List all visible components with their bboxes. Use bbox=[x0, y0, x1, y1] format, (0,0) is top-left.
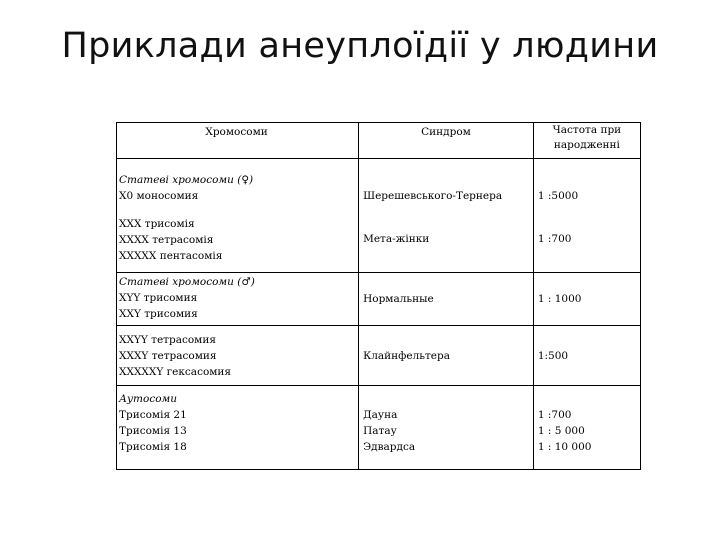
frequency-entry: 1:500 bbox=[537, 349, 569, 362]
table-header-row bbox=[117, 123, 641, 159]
frequency-cell bbox=[533, 159, 640, 207]
chromosome-entry: Трисомія 13 bbox=[119, 425, 187, 437]
chromosomes-cell bbox=[117, 159, 359, 207]
frequency-entry: 1 : 5 000 bbox=[537, 425, 585, 437]
chromosomes-cell bbox=[117, 273, 359, 326]
category-label: Статеві хромосоми (♂) bbox=[119, 276, 255, 288]
chromosome-entry: XXXXXY гексасомия bbox=[119, 365, 232, 378]
category-label: Статеві хромосоми (♀) bbox=[119, 173, 254, 186]
aneuploidy-table bbox=[116, 122, 641, 470]
chromosomes-cell bbox=[117, 326, 359, 386]
header-frequency: Частота при народженні bbox=[533, 123, 640, 159]
table-row bbox=[117, 273, 641, 326]
chromosome-entry: XXXX тетрасомія bbox=[119, 234, 214, 246]
chromosome-entry: X0 моносомия bbox=[119, 189, 199, 202]
chromosome-entry: XYY трисомия bbox=[119, 292, 198, 304]
syndrome-cell bbox=[359, 159, 534, 207]
chromosome-entry: XXY трисомия bbox=[119, 308, 198, 320]
frequency-cell bbox=[533, 273, 640, 326]
syndrome-cell bbox=[359, 386, 534, 470]
frequency-entry: 1 : 1000 bbox=[537, 293, 582, 305]
chromosomes-cell bbox=[117, 386, 359, 470]
syndrome-entry: Мета-жінки bbox=[363, 233, 430, 246]
frequency-entry: 1 :700 bbox=[537, 409, 572, 421]
chromosome-entry: XXXXX пентасомія bbox=[119, 250, 223, 262]
chromosome-entry: Трисомія 18 bbox=[119, 441, 187, 453]
syndrome-cell bbox=[359, 326, 534, 386]
category-label: Аутосоми bbox=[119, 393, 177, 405]
chromosome-entry: XXXY тетрасомия bbox=[119, 349, 217, 362]
chromosome-entry: Трисомія 21 bbox=[119, 409, 187, 421]
table-row bbox=[117, 326, 641, 386]
frequency-entry: 1 :5000 bbox=[537, 189, 579, 202]
syndrome-entry: Патау bbox=[363, 425, 397, 437]
frequency-cell bbox=[533, 386, 640, 470]
syndrome-entry: Эдвардса bbox=[363, 441, 416, 453]
frequency-cell bbox=[533, 326, 640, 386]
syndrome-entry: Дауна bbox=[363, 409, 398, 421]
syndrome-entry: Шерешевського-Тернера bbox=[363, 189, 503, 202]
slide-title: Приклади анеуплоїдії у людини bbox=[61, 26, 659, 66]
frequency-entry: 1 :700 bbox=[537, 233, 572, 246]
syndrome-entry: Клайнфельтера bbox=[363, 349, 450, 362]
chromosome-entry: XXYY тетрасомия bbox=[119, 333, 216, 346]
chromosomes-cell bbox=[117, 207, 359, 273]
syndrome-entry: Нормальные bbox=[363, 293, 434, 305]
chromosome-entry: XXX трисомія bbox=[119, 218, 195, 230]
frequency-entry: 1 : 10 000 bbox=[537, 441, 592, 453]
syndrome-cell bbox=[359, 207, 534, 273]
table-row bbox=[117, 159, 641, 207]
table-row bbox=[117, 386, 641, 470]
syndrome-cell bbox=[359, 273, 534, 326]
header-chromosomes: Хромосоми bbox=[117, 123, 359, 159]
table-row bbox=[117, 207, 641, 273]
header-syndrome: Синдром bbox=[359, 123, 534, 159]
frequency-cell bbox=[533, 207, 640, 273]
